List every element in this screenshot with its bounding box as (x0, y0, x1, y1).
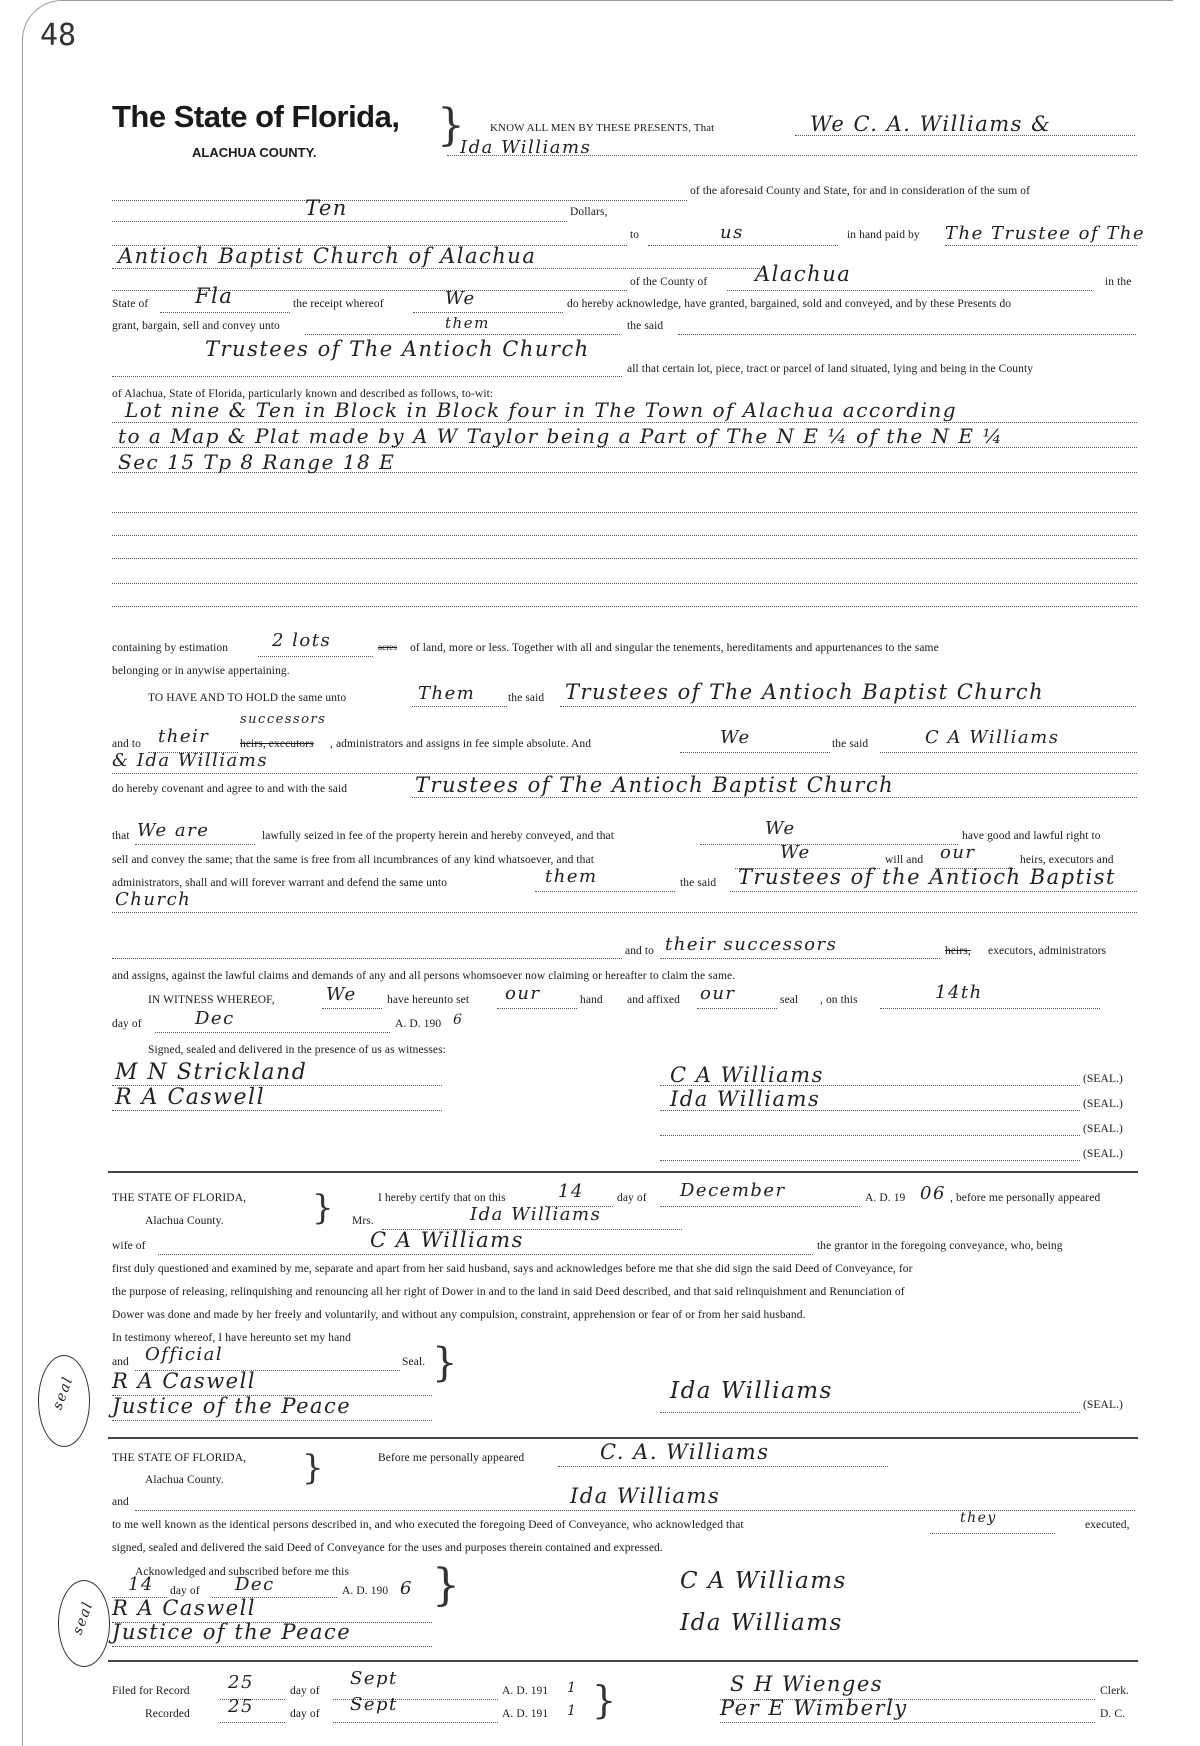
desc-line-1 (112, 422, 1137, 423)
that-label: that (112, 830, 130, 842)
page-number: 48 (40, 18, 77, 53)
grantor3b-handwriting: & Ida Williams (112, 750, 269, 771)
line-blank-5 (112, 290, 627, 291)
ack1-title-line (112, 1420, 432, 1421)
rec-year-handwriting: 1 (567, 1703, 578, 1719)
filed-year-handwriting: 1 (567, 1680, 578, 1696)
state-handwriting: Fla (195, 284, 234, 308)
grantor-signature-1: C A Williams (670, 1063, 824, 1087)
ack2-seal-stamp: seal (69, 1599, 97, 1637)
them-line (305, 334, 620, 335)
our-handwriting: our (940, 842, 976, 863)
them-handwriting: them (445, 314, 490, 332)
section-divider-2 (108, 1437, 1138, 1439)
ack1-husband-line (158, 1254, 813, 1255)
filed-ad: A. D. 191 (502, 1685, 549, 1697)
ack2-executed: executed, (1085, 1519, 1130, 1531)
sum-handwriting: Ten (305, 196, 348, 220)
have-hereunto-label: have hereunto set (387, 994, 470, 1006)
ack2-county: Alachua County. (145, 1474, 224, 1486)
their-handwriting: their (158, 726, 210, 747)
assigns-against-text: and assigns, against the lawful claims and demands of any and all persons whomsoever now claiming or hereafter to claim the same. (112, 970, 736, 982)
ack1-year-handwriting: 06 (920, 1183, 946, 1204)
grantee2-line (560, 706, 1136, 707)
ack2-before-me: Before me personally appeared (378, 1452, 525, 1464)
ack1-day-of: day of (617, 1192, 647, 1204)
ack2-person2-handwriting: Ida Williams (570, 1484, 721, 1508)
witness2-line (112, 1110, 442, 1111)
filed-for-record: Filed for Record (112, 1685, 190, 1697)
seal-label-4: (SEAL.) (1083, 1148, 1123, 1160)
ack2-signed: signed, sealed and delivered the said Deed of Conveyance for the uses and purposes therein contained and expressed. (112, 1542, 663, 1554)
ack2-title-line (112, 1646, 432, 1647)
filed-month-handwriting: Sept (350, 1668, 398, 1689)
heirs-exec2-text: heirs, executors and (1020, 854, 1114, 866)
receipt-label: the receipt whereof (293, 298, 384, 310)
them3-line (535, 891, 675, 892)
grantor-signature-2: Ida Williams (670, 1087, 821, 1111)
ack1-mrs: Mrs. (352, 1215, 374, 1227)
ad-label: A. D. 190 (395, 1018, 442, 1030)
ack1-para2: the purpose of releasing, relinquishing and renouncing all her right of Dower in and to the land in said Deed described, and that said relinquishment and Renunciation of (112, 1286, 905, 1298)
grantors-handwriting-2: Ida Williams (460, 137, 592, 158)
ack2-and: and (112, 1496, 129, 1508)
ack1-county: Alachua County. (145, 1215, 224, 1227)
containing-rest: of land, more or less. Together with all and singular the tenements, hereditaments and appurtenances to the same (410, 642, 939, 654)
the-said-line (678, 334, 1136, 335)
exec-admin-text: executors, administrators (988, 945, 1107, 957)
ack1-officer-handwriting: R A Caswell (112, 1369, 257, 1393)
we-handwriting: We (445, 288, 476, 309)
seal-word: seal (780, 994, 799, 1006)
we-are-handwriting: We are (137, 820, 210, 841)
ack1-certify: I hereby certify that on this (378, 1192, 506, 1204)
filed-day-of: day of (290, 1685, 320, 1697)
heirs-executors-struck: heirs, executors (240, 738, 314, 750)
ack2-acknowledged: Acknowledged and subscribed before me this (135, 1566, 350, 1578)
section-divider-1 (108, 1171, 1138, 1173)
of-county-label: of the County of (630, 276, 708, 288)
desc-line-5 (112, 535, 1137, 536)
payer-handwriting-2: Antioch Baptist Church of Alachua (118, 244, 537, 268)
we2-line (680, 752, 830, 753)
rec-day-line (220, 1722, 285, 1723)
covenant-text: do hereby covenant and agree to and with the said (112, 783, 348, 795)
church-handwriting: Church (115, 889, 192, 910)
state-line (160, 312, 290, 313)
lots-handwriting: 2 lots (272, 630, 332, 651)
payer-line-2 (112, 268, 762, 269)
lawfully-text: lawfully seized in fee of the property herein and hereby conveyed, and that (262, 830, 615, 842)
desc-line-4 (112, 512, 1137, 513)
desc-line-7 (112, 583, 1137, 584)
ack1-title-handwriting: Justice of the Peace (112, 1394, 352, 1418)
dollars-label: Dollars, (570, 206, 608, 218)
ack1-state: THE STATE OF FLORIDA, (112, 1192, 247, 1204)
all-that-text: all that certain lot, piece, tract or parcel of land situated, lying and being in the County (627, 363, 1034, 375)
ack2-signature-1: C A Williams (680, 1568, 847, 1594)
dc-line (720, 1722, 1095, 1723)
the-said-label: the said (627, 320, 664, 332)
sum-line (112, 221, 567, 222)
grant-line-label: grant, bargain, sell and convey unto (112, 320, 280, 332)
dc-signature: Per E Wimberly (720, 1696, 908, 1720)
document-title: The State of Florida, (112, 99, 400, 134)
county-line (727, 290, 1092, 291)
our3-handwriting: our (700, 983, 736, 1004)
ack1-seal-label: (SEAL.) (1083, 1399, 1123, 1411)
grantee4-handwriting: Trustees of the Antioch Baptist (738, 865, 1116, 889)
clerk-label: Clerk. (1100, 1685, 1130, 1697)
section-divider-3 (108, 1660, 1138, 1662)
containing-label: containing by estimation (112, 642, 229, 654)
ack2-day-handwriting: 14 (128, 1574, 154, 1595)
ack1-mrs-handwriting: Ida Williams (470, 1204, 602, 1225)
church-line (112, 912, 1137, 913)
their-successors-line (660, 958, 940, 959)
the-said4-label: the said (680, 877, 717, 889)
the-said3-label: the said (832, 738, 869, 750)
grantor3-line (880, 752, 1137, 753)
them3-handwriting: them (545, 866, 598, 887)
seal-label-3: (SEAL.) (1083, 1123, 1123, 1135)
know-all-text: KNOW ALL MEN BY THESE PRESENTS, That (490, 122, 715, 134)
grantee2-handwriting: Trustees of The Antioch Baptist Church (565, 680, 1045, 704)
ack1-testimony: In testimony whereof, I have hereunto set my hand (112, 1332, 351, 1344)
to-have-text: TO HAVE AND TO HOLD the same unto (148, 692, 347, 704)
seal-label-2: (SEAL.) (1083, 1098, 1123, 1110)
ack1-official-handwriting: Official (145, 1344, 224, 1365)
grantee3-handwriting: Trustees of The Antioch Baptist Church (415, 773, 895, 797)
ack2-title-handwriting: Justice of the Peace (112, 1620, 352, 1644)
description-handwriting-2: to a Map & Plat made by A W Taylor being a Part of The N E ¼ of the N E ¼ (118, 424, 1004, 448)
ack2-they-line (930, 1533, 1055, 1534)
ack2-month-handwriting: Dec (235, 1574, 275, 1595)
witness1-signature: M N Strickland (115, 1060, 308, 1085)
seal-label-1: (SEAL.) (1083, 1073, 1123, 1085)
rec-day-handwriting: 25 (228, 1696, 254, 1717)
in-witness-label: IN WITNESS WHEREOF, (148, 994, 275, 1006)
them2-line (412, 706, 507, 707)
ack2-person1-handwriting: C. A. Williams (600, 1440, 770, 1464)
the-said2-label: the said (508, 692, 545, 704)
rec-month-line (333, 1722, 498, 1723)
rec-ad: A. D. 191 (502, 1708, 549, 1720)
day-of-label: day of (112, 1018, 142, 1030)
belonging-text: belonging or in anywise appertaining. (112, 665, 290, 677)
and-affixed-label: and affixed (627, 994, 680, 1006)
month-handwriting: Dec (195, 1008, 235, 1029)
ack1-ad: A. D. 19 (865, 1192, 906, 1204)
we4-handwriting: We (780, 842, 811, 863)
will-and-label: will and (885, 854, 924, 866)
rec-day-of: day of (290, 1708, 320, 1720)
lots-line (258, 656, 373, 657)
day-handwriting: 14th (935, 982, 983, 1003)
sig3-line (660, 1135, 1080, 1136)
heirs2-struck: heirs, (945, 945, 971, 957)
filed-day-handwriting: 25 (228, 1672, 254, 1693)
we2-handwriting: We (720, 727, 751, 748)
sig4-line (660, 1160, 1080, 1161)
ack1-sig-line (660, 1412, 1080, 1413)
us-line (648, 245, 838, 246)
payer-line (945, 245, 1137, 246)
ack1-para1: first duly questioned and examined by me, separate and apart from her said husband, says and acknowledges before me that she did sign the said Deed of Conveyance, for (112, 1263, 913, 1275)
desc-line-8 (112, 606, 1137, 607)
ack1-para3: Dower was done and made by her freely and voluntarily, and without any compulsion, constraint, apprehension or fear of or from her said husband. (112, 1309, 806, 1321)
ack2-person1-line (558, 1466, 888, 1467)
our2-handwriting: our (505, 983, 541, 1004)
of-alachua-text: of Alachua, State of Florida, particularly known and described as follows, to-wit: (112, 388, 494, 400)
we3-handwriting: We (765, 818, 796, 839)
dc-label: D. C. (1100, 1708, 1126, 1720)
recorded-label: Recorded (145, 1708, 190, 1720)
clerk-signature: S H Wienges (730, 1672, 884, 1696)
grantee-line (112, 376, 622, 377)
ack1-grantor-text: the grantor in the foregoing conveyance, who, being (817, 1240, 1063, 1252)
header-brace: } (437, 100, 465, 151)
ack1-husband-handwriting: C A Williams (370, 1228, 524, 1252)
line-blank-succ (112, 958, 622, 959)
ack1-day-handwriting: 14 (558, 1181, 584, 1202)
ack2-day-of: day of (170, 1585, 200, 1597)
line-blank-1 (112, 200, 687, 201)
paid-by-label: in hand paid by (847, 229, 920, 241)
acres-struck: acres (378, 642, 397, 652)
grantee4-line (730, 891, 1137, 892)
ack1-signature: Ida Williams (670, 1378, 833, 1404)
we-line (413, 312, 563, 313)
administrators-text: administrators, shall and will forever warrant and defend the same unto (112, 877, 448, 889)
grantee3-line (412, 797, 1137, 798)
acknowledge-text: do hereby acknowledge, have granted, bargained, sold and conveyed, and by these Presents do (567, 298, 1012, 310)
ack2-year-handwriting: 6 (400, 1578, 413, 1599)
ack1-wife-of: wife of (112, 1240, 146, 1252)
successors-handwriting: successors (240, 712, 327, 727)
desc-line-6 (112, 558, 1137, 559)
description-handwriting-3: Sec 15 Tp 8 Range 18 E (118, 450, 396, 474)
ack1-month-handwriting: December (680, 1180, 786, 1201)
we3-line (700, 844, 958, 845)
admin-assigns-text: , administrators and assigns in fee simple absolute. And (330, 738, 592, 750)
on-this-label: , on this (820, 994, 858, 1006)
ack1-seal-word: Seal. (402, 1356, 426, 1368)
day-line (880, 1008, 1100, 1009)
grantors-handwriting: We C. A. Williams & (810, 112, 1052, 136)
we5-line (322, 1008, 382, 1009)
consideration-text: of the aforesaid County and State, for and in consideration of the sum of (690, 185, 1031, 197)
good-right-text: have good and lawful right to (962, 830, 1101, 842)
ack2-brace: } (302, 1448, 324, 1488)
ack1-before-me: , before me personally appeared (950, 1192, 1101, 1204)
state-of-label: State of (112, 298, 149, 310)
ack2-ad: A. D. 190 (342, 1585, 389, 1597)
ack2-they-handwriting: they (960, 1510, 997, 1526)
witness2-signature: R A Caswell (115, 1085, 266, 1110)
to-label: to (630, 229, 640, 241)
year-handwriting: 6 (453, 1012, 464, 1028)
grantor3-handwriting: C A Williams (925, 727, 1060, 748)
filing-brace: } (592, 1678, 617, 1722)
county-handwriting: Alachua (755, 262, 852, 286)
ack1-month-line (660, 1206, 860, 1207)
ack2-officer-handwriting: R A Caswell (112, 1596, 257, 1620)
us-handwriting: us (720, 222, 744, 243)
ack1-seal-stamp: seal (49, 1374, 77, 1412)
and-to2-label: and to (625, 945, 655, 957)
our2-line (497, 1008, 577, 1009)
and-to-label: and to (112, 738, 142, 750)
ack2-signature-2: Ida Williams (680, 1610, 843, 1636)
county-heading: ALACHUA COUNTY. (192, 145, 317, 160)
ack1-and: and (112, 1356, 129, 1368)
hand-label: hand (580, 994, 603, 1006)
ack1-brace-2: } (432, 1340, 458, 1386)
we5-handwriting: We (326, 984, 357, 1005)
payer-handwriting: The Trustee of The (945, 223, 1146, 244)
description-handwriting-1: Lot nine & Ten in Block in Block four in The Town of Alachua according (125, 398, 958, 422)
grantee-handwriting: Trustees of The Antioch Church (205, 337, 590, 361)
them2-handwriting: Them (418, 683, 476, 704)
ack1-brace: } (312, 1188, 334, 1228)
ack2-brace-2: } (432, 1560, 460, 1611)
ack2-known: to me well known as the identical persons described in, and who executed the foregoing Deed of Conveyance, who acknowledged that (112, 1519, 744, 1531)
month-line (155, 1032, 390, 1033)
in-the-label: in the (1105, 276, 1132, 288)
rec-month-handwriting: Sept (350, 1694, 398, 1715)
their-successors-handwriting: their successors (665, 934, 838, 955)
signed-sealed-text: Signed, sealed and delivered in the presence of us as witnesses: (148, 1044, 446, 1056)
sell-convey-text: sell and convey the same; that the same is free from all incumbrances of any kind whatsoever, and that (112, 854, 595, 866)
our3-line (697, 1008, 777, 1009)
ack2-state: THE STATE OF FLORIDA, (112, 1452, 247, 1464)
we-are-line (135, 844, 255, 845)
